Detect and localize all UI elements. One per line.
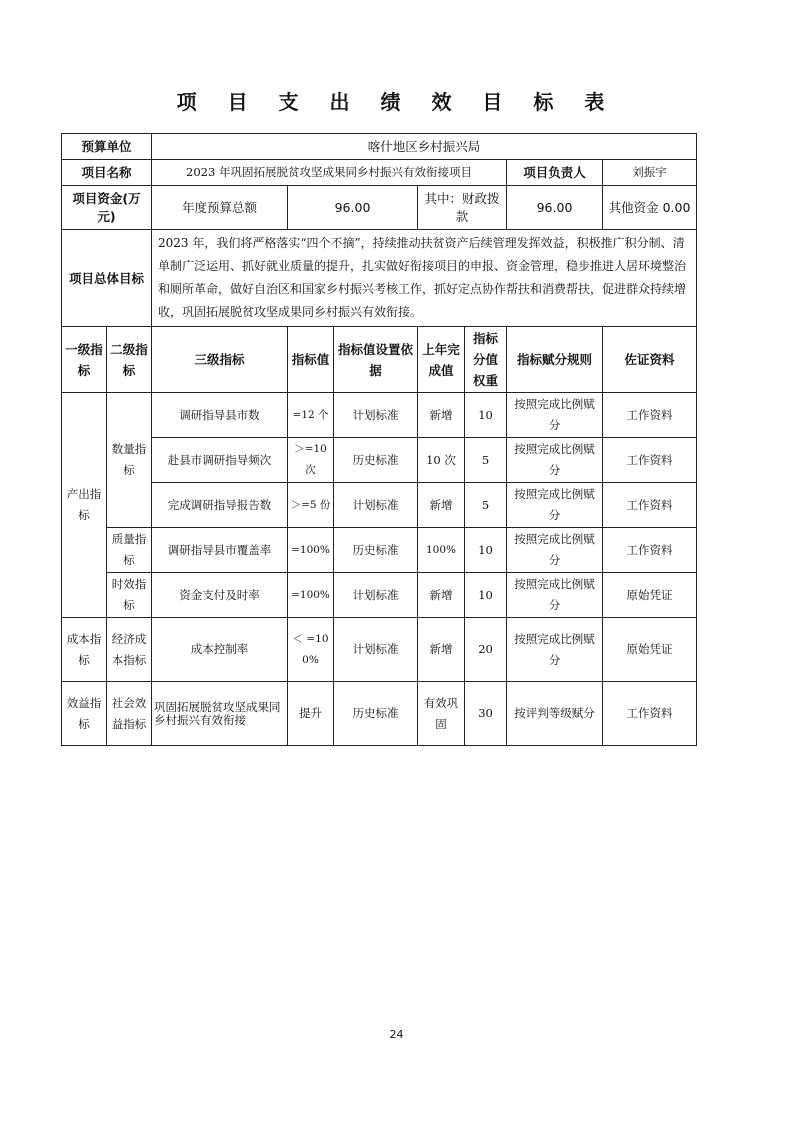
- budget-unit-row: [62, 134, 697, 160]
- evidence-cell: 原始凭证: [603, 573, 697, 618]
- level2-economic-cost: 经济成本指标: [107, 618, 152, 682]
- column-header: 佐证资料: [603, 327, 697, 393]
- value-cell: =100%: [288, 573, 334, 618]
- evidence-cell: 工作资料: [603, 483, 697, 528]
- goal-text: 2023 年，我们将严格落实“四个不摘”，持续推动扶贫资产后续管理发挥效益，积极推广积分制、清单制广泛运用、抓好就业质量的提升，扎实做好衔接项目的申报、资金管理，稳步推进人居环境整治和厕所革命，做好自治区和国家乡村振兴考核工作，抓好定点协作帮扶和消费帮扶，促进群众持续增收，巩固拓展脱贫攻坚成果同乡村振兴有效衔接。: [152, 230, 697, 327]
- weight-cell: 10: [465, 573, 507, 618]
- rule-cell: 按照完成比例赋分: [507, 573, 603, 618]
- level2-quality: 质量指标: [107, 528, 152, 573]
- project-name-row: [62, 160, 697, 186]
- basis-cell: 历史标准: [334, 682, 418, 746]
- prev-cell: 新增: [418, 618, 465, 682]
- budget-unit-value: 喀什地区乡村振兴局: [152, 134, 697, 160]
- column-header: 指标值设置依据: [334, 327, 418, 393]
- evidence-cell: 工作资料: [603, 438, 697, 483]
- fiscal-label: 其中：财政拨款: [418, 186, 507, 230]
- fund-row: [62, 186, 697, 230]
- indicator-cell: 成本控制率: [152, 618, 288, 682]
- weight-cell: 10: [465, 528, 507, 573]
- basis-cell: 历史标准: [334, 438, 418, 483]
- table-row: [62, 393, 697, 438]
- other-label: 其他资金: [608, 200, 659, 215]
- level1-output: 产出指标: [62, 393, 107, 618]
- annual-budget-value: 96.00: [288, 186, 418, 230]
- level2-social-benefit: 社会效益指标: [107, 682, 152, 746]
- level2-quantity: 数量指标: [107, 393, 152, 528]
- weight-cell: 10: [465, 393, 507, 438]
- prev-cell: 100%: [418, 528, 465, 573]
- rule-cell: 按照完成比例赋分: [507, 483, 603, 528]
- indicator-cell: 完成调研指导报告数: [152, 483, 288, 528]
- level2-timeliness: 时效指标: [107, 573, 152, 618]
- budget-unit-label: 预算单位: [62, 134, 152, 160]
- indicator-cell: 巩固拓展脱贫攻坚成果同乡村振兴有效衔接: [152, 682, 288, 746]
- basis-cell: 计划标准: [334, 573, 418, 618]
- value-cell: ＞=10 次: [288, 438, 334, 483]
- table-row: [62, 528, 697, 573]
- indicator-cell: 赴县市调研指导频次: [152, 438, 288, 483]
- evidence-cell: 原始凭证: [603, 618, 697, 682]
- indicator-cell: 调研指导县市数: [152, 393, 288, 438]
- prev-cell: 10 次: [418, 438, 465, 483]
- weight-cell: 5: [465, 483, 507, 528]
- indicator-cell: 资金支付及时率: [152, 573, 288, 618]
- value-cell: ＞=5 份: [288, 483, 334, 528]
- value-cell: =12 个: [288, 393, 334, 438]
- project-name-label: 项目名称: [62, 160, 152, 186]
- table-row: [62, 483, 697, 528]
- basis-cell: 计划标准: [334, 483, 418, 528]
- weight-cell: 20: [465, 618, 507, 682]
- owner-label: 项目负责人: [507, 160, 603, 186]
- value-cell: ＜ =100%: [288, 618, 334, 682]
- value-cell: 提升: [288, 682, 334, 746]
- weight-cell: 5: [465, 438, 507, 483]
- column-header: 指标分值权重: [465, 327, 507, 393]
- column-header: 上年完成值: [418, 327, 465, 393]
- column-header: 三级指标: [152, 327, 288, 393]
- column-header-row: [62, 327, 697, 393]
- basis-cell: 计划标准: [334, 393, 418, 438]
- column-header: 指标值: [288, 327, 334, 393]
- prev-cell: 新增: [418, 573, 465, 618]
- goal-label: 项目总体目标: [62, 230, 152, 327]
- fund-label: 项目资金(万元): [62, 186, 152, 230]
- evidence-cell: 工作资料: [603, 393, 697, 438]
- basis-cell: 历史标准: [334, 528, 418, 573]
- prev-cell: 新增: [418, 393, 465, 438]
- prev-cell: 有效巩固: [418, 682, 465, 746]
- goal-row: [62, 230, 697, 327]
- other-value: 0.00: [662, 200, 691, 215]
- annual-budget-label: 年度预算总额: [152, 186, 288, 230]
- page-title: 项 目 支 出 绩 效 目 标 表: [176, 90, 617, 114]
- owner-value: 刘振宇: [603, 160, 697, 186]
- performance-table: [61, 133, 697, 746]
- column-header: 一级指标: [62, 327, 107, 393]
- evidence-cell: 工作资料: [603, 528, 697, 573]
- basis-cell: 计划标准: [334, 618, 418, 682]
- prev-cell: 新增: [418, 483, 465, 528]
- column-header: 二级指标: [107, 327, 152, 393]
- evidence-cell: 工作资料: [603, 682, 697, 746]
- rule-cell: 按照完成比例赋分: [507, 528, 603, 573]
- rule-cell: 按照完成比例赋分: [507, 438, 603, 483]
- rule-cell: 按评判等级赋分: [507, 682, 603, 746]
- table-row: [62, 682, 697, 746]
- other-label-and-value: [603, 186, 697, 230]
- table-row: [62, 618, 697, 682]
- level1-benefit: 效益指标: [62, 682, 107, 746]
- column-header: 指标赋分规则: [507, 327, 603, 393]
- indicator-cell: 调研指导县市覆盖率: [152, 528, 288, 573]
- level1-cost: 成本指标: [62, 618, 107, 682]
- page-number: 24: [389, 1028, 404, 1041]
- table-row: [62, 573, 697, 618]
- rule-cell: 按照完成比例赋分: [507, 393, 603, 438]
- table-row: [62, 438, 697, 483]
- rule-cell: 按照完成比例赋分: [507, 618, 603, 682]
- project-name-value: 2023 年巩固拓展脱贫攻坚成果同乡村振兴有效衔接项目: [152, 160, 507, 186]
- value-cell: =100%: [288, 528, 334, 573]
- fiscal-value: 96.00: [507, 186, 603, 230]
- weight-cell: 30: [465, 682, 507, 746]
